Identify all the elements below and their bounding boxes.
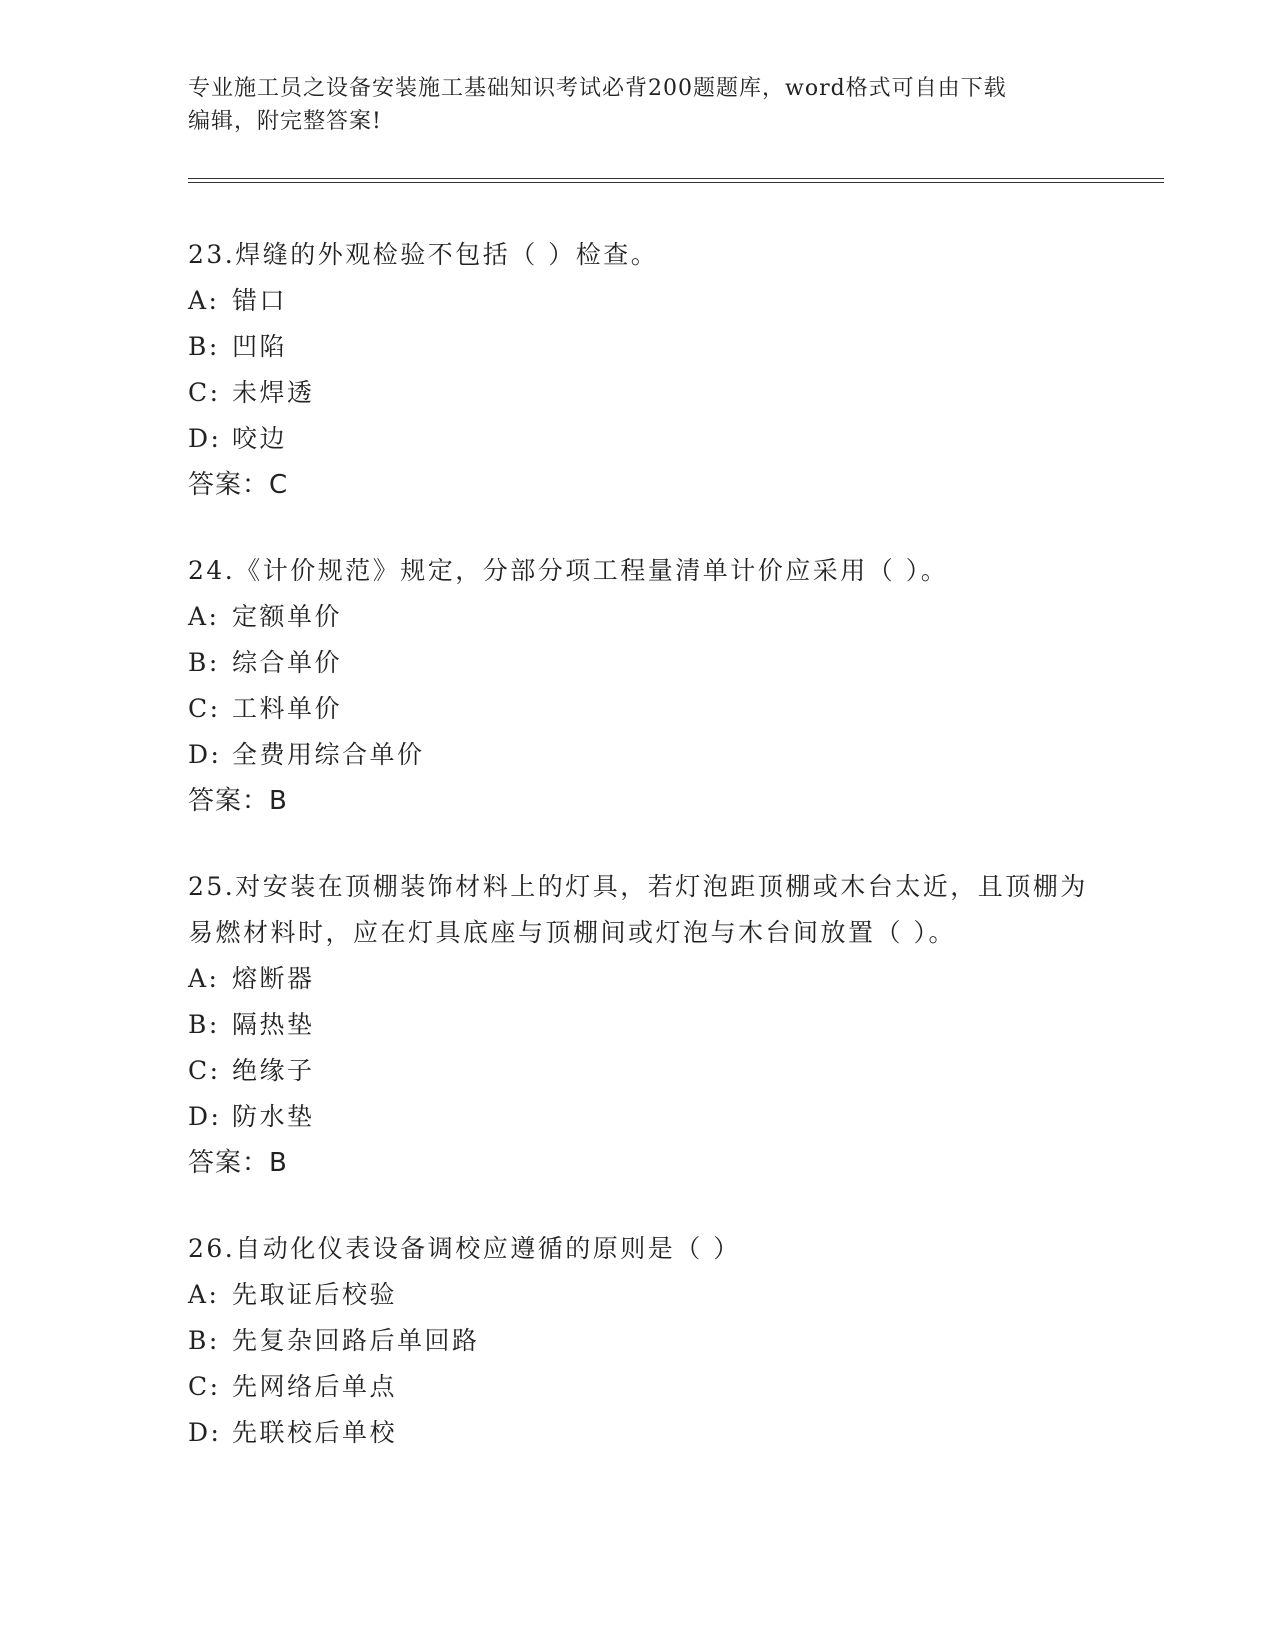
option-letter: C: (188, 694, 221, 723)
option-letter: A: (188, 286, 220, 315)
option-c (188, 1048, 1088, 1094)
option-b (188, 1002, 1088, 1048)
header-divider-bottom (188, 182, 1164, 183)
option-b (188, 640, 1088, 686)
answer-line (188, 1140, 1088, 1186)
header-line-2: 编辑，附完整答案! (188, 109, 382, 134)
question-24 (188, 548, 1088, 824)
option-text: 先取证后校验 (232, 1280, 398, 1309)
question-23 (188, 232, 1088, 508)
option-a (188, 956, 1088, 1002)
answer-line (188, 462, 1088, 508)
option-text: 先网络后单点 (232, 1372, 398, 1401)
option-text: 错口 (232, 286, 288, 315)
option-text: 先复杂回路后单回路 (232, 1326, 480, 1355)
option-letter: D: (188, 1418, 222, 1447)
option-letter: B: (188, 332, 220, 361)
option-text: 工料单价 (232, 694, 343, 723)
answer-label: 答案： (188, 470, 270, 500)
option-c (188, 686, 1088, 732)
question-stem (188, 232, 1088, 278)
option-letter: B: (188, 1326, 220, 1355)
answer-label: 答案： (188, 786, 270, 816)
option-a (188, 1272, 1088, 1318)
option-text: 凹陷 (232, 332, 288, 361)
question-number: 25. (188, 872, 236, 901)
question-text: 《计价规范》规定，分部分项工程量清单计价应采用（ ）。 (235, 556, 949, 585)
option-text: 先联校后单校 (232, 1418, 398, 1447)
question-text: 焊缝的外观检验不包括（ ）检查。 (235, 240, 659, 269)
option-letter: C: (188, 1056, 221, 1085)
option-a (188, 594, 1088, 640)
question-stem (188, 548, 1088, 594)
option-text: 全费用综合单价 (232, 740, 425, 769)
option-b (188, 324, 1088, 370)
option-text: 防水垫 (232, 1102, 315, 1131)
question-text: 对安装在顶棚装饰材料上的灯具，若灯泡距顶棚或木台太近，且顶棚为易燃材料时，应在灯具底座与顶棚间或灯泡与木台间放置（ ）。 (188, 872, 1088, 947)
option-letter: D: (188, 740, 222, 769)
option-d (188, 1410, 1088, 1456)
question-26 (188, 1226, 1088, 1456)
question-list (188, 232, 1088, 1496)
option-letter: C: (188, 378, 221, 407)
answer-value: C (269, 470, 289, 500)
option-text: 熔断器 (232, 964, 315, 993)
option-letter: B: (188, 648, 220, 677)
option-d (188, 416, 1088, 462)
option-letter: A: (188, 602, 220, 631)
answer-value: B (269, 1148, 288, 1178)
answer-line (188, 778, 1088, 824)
question-number: 24. (188, 556, 236, 585)
option-text: 隔热垫 (232, 1010, 315, 1039)
option-c (188, 370, 1088, 416)
question-25 (188, 864, 1088, 1186)
option-text: 咬边 (232, 424, 288, 453)
header-divider-top (188, 178, 1164, 179)
option-letter: A: (188, 1280, 220, 1309)
question-number: 26. (188, 1234, 236, 1263)
option-d (188, 1094, 1088, 1140)
question-number: 23. (188, 240, 236, 269)
option-letter: D: (188, 424, 222, 453)
question-stem (188, 1226, 1088, 1272)
option-text: 综合单价 (232, 648, 343, 677)
answer-label: 答案： (188, 1148, 270, 1178)
option-text: 未焊透 (232, 378, 315, 407)
option-text: 定额单价 (232, 602, 343, 631)
question-stem (188, 864, 1088, 956)
header-line-1: 专业施工员之设备安装施工基础知识考试必背200题题库，word格式可自由下载 (188, 76, 1007, 101)
answer-value: B (269, 786, 288, 816)
option-c (188, 1364, 1088, 1410)
question-text: 自动化仪表设备调校应遵循的原则是（ ） (235, 1234, 741, 1263)
option-d (188, 732, 1088, 778)
option-b (188, 1318, 1088, 1364)
option-letter: D: (188, 1102, 222, 1131)
option-letter: C: (188, 1372, 221, 1401)
option-letter: B: (188, 1010, 220, 1039)
option-text: 绝缘子 (232, 1056, 315, 1085)
option-letter: A: (188, 964, 220, 993)
option-a (188, 278, 1088, 324)
document-header (188, 72, 1088, 138)
